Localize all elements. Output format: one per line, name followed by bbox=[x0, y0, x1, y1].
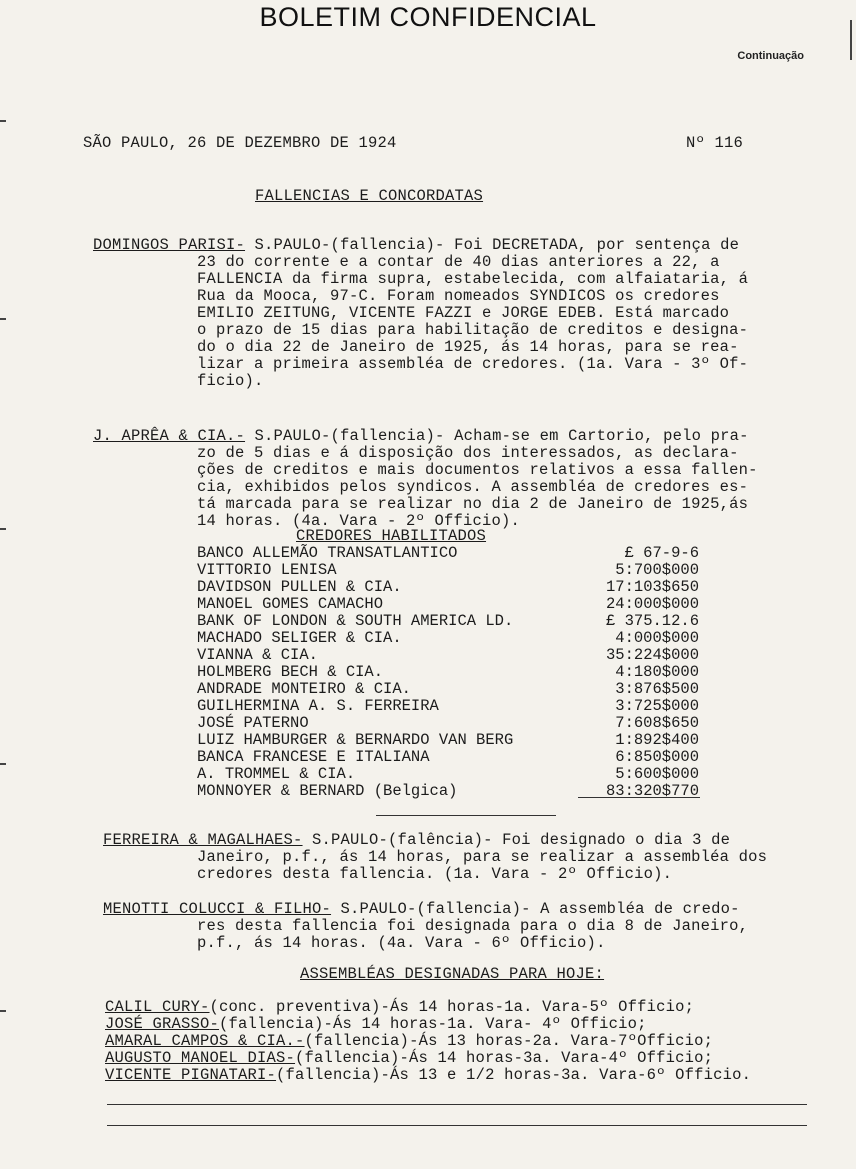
entry1-line: o prazo de 15 dias para habilitação de creditos e designa- bbox=[197, 321, 749, 339]
creditors-title: CREDORES HABILITADOS bbox=[296, 527, 487, 545]
entry4-line: res desta fallencia foi designada para o dia 8 de Janeiro, bbox=[197, 917, 749, 935]
creditor-row bbox=[197, 613, 717, 630]
creditor-row bbox=[197, 545, 717, 562]
creditor-amount: 5:600$000 bbox=[615, 765, 699, 783]
assembly-item bbox=[105, 1050, 713, 1067]
entry1-line: FALLENCIA da firma supra, estabelecida, com alfaiataria, á bbox=[197, 270, 749, 288]
assembly-text: (fallencia)-Ás 13 e 1/2 horas-3a. Vara-6º Officio. bbox=[276, 1066, 752, 1084]
creditor-row bbox=[197, 681, 717, 698]
creditor-row bbox=[197, 664, 717, 681]
assembly-name: VICENTE PIGNATARI- bbox=[105, 1066, 277, 1084]
entry-ferreira-magalhaes bbox=[103, 832, 730, 849]
creditor-row bbox=[197, 596, 717, 613]
creditor-amount: 17:103$650 bbox=[605, 578, 699, 596]
assembly-name: AUGUSTO MANOEL DIAS- bbox=[105, 1049, 296, 1067]
entry-name: DOMINGOS PARISI- bbox=[93, 236, 246, 254]
entry-text: S.PAULO-(fallencia)- Foi DECRETADA, por sentença de bbox=[245, 236, 740, 254]
assembly-name: CALIL CURY- bbox=[105, 998, 210, 1016]
creditor-amount: 7:608$650 bbox=[615, 714, 699, 732]
entry-name: J. APRÊA & CIA.- bbox=[93, 427, 246, 445]
creditor-row bbox=[197, 630, 717, 647]
creditor-amount: 5:700$000 bbox=[615, 561, 699, 579]
margin-mark bbox=[850, 20, 852, 60]
creditor-row bbox=[197, 698, 717, 715]
entry2-line: ções de creditos e mais documentos relativos a essa fallen- bbox=[197, 461, 758, 479]
assembly-name: AMARAL CAMPOS & CIA.- bbox=[105, 1032, 305, 1050]
entry2-line: zo de 5 dias e á disposição dos interessados, as declara- bbox=[197, 444, 739, 462]
continuation-label: Continuação bbox=[737, 50, 804, 62]
creditor-name: BANCA FRANCESE E ITALIANA bbox=[197, 748, 430, 766]
entry1-line: Rua da Mooca, 97-C. Foram nomeados SYNDICOS os credores bbox=[197, 287, 720, 305]
entry3-line: credores desta fallencia. (1a. Vara - 2º Officio). bbox=[197, 865, 673, 883]
bulletin-title: BOLETIM CONFIDENCIAL bbox=[259, 2, 597, 32]
entry-menotti-colucci bbox=[103, 901, 740, 918]
assembly-item bbox=[105, 1067, 751, 1084]
entry2-line: tá marcada para se realizar no dia 2 de Janeiro de 1925,ás bbox=[197, 495, 749, 513]
creditor-name: ANDRADE MONTEIRO & CIA. bbox=[197, 680, 411, 698]
entry-text: S.PAULO-(fallencia)- A assembléa de credo- bbox=[331, 900, 740, 918]
section-title-assembleas: ASSEMBLÉAS DESIGNADAS PARA HOJE: bbox=[300, 965, 605, 983]
margin-mark bbox=[0, 1010, 6, 1012]
margin-mark bbox=[0, 120, 6, 122]
entry-text: S.PAULO-(fallencia)- Acham-se em Cartorio, pelo pra- bbox=[245, 427, 749, 445]
creditor-name: MONNOYER & BERNARD (Belgica) bbox=[197, 782, 458, 800]
creditor-row bbox=[197, 715, 717, 732]
creditor-amount: £ 375.12.6 bbox=[605, 612, 699, 630]
creditor-amount: 83:320$770 bbox=[605, 782, 699, 800]
creditor-name: VITTORIO LENISA bbox=[197, 561, 337, 579]
creditor-name: VIANNA & CIA. bbox=[197, 646, 318, 664]
assembly-item bbox=[105, 1033, 713, 1050]
creditor-row bbox=[197, 579, 717, 596]
creditor-amount: 1:892$400 bbox=[615, 731, 699, 749]
creditor-amount: 4:180$000 bbox=[615, 663, 699, 681]
entry4-line: p.f., ás 14 horas. (4a. Vara - 6º Officio). bbox=[197, 934, 606, 952]
creditor-name: A. TROMMEL & CIA. bbox=[197, 765, 356, 783]
entry1-line: EMILIO ZEITUNG, VICENTE FAZZI e JORGE EDEB. Está marcado bbox=[197, 304, 730, 322]
entry1-line: ficio). bbox=[197, 372, 264, 390]
entry-domingos-parisi bbox=[93, 237, 739, 254]
assembly-text: (fallencia)-Ás 13 horas-2a. Vara-7ºOfficio; bbox=[304, 1032, 714, 1050]
assembly-text: (conc. preventiva)-Ás 14 horas-1a. Vara-5º Officio; bbox=[209, 998, 695, 1016]
entry-name: FERREIRA & MAGALHAES- bbox=[103, 831, 303, 849]
entry1-line: 23 do corrente e a contar de 40 dias anteriores a 22, a bbox=[197, 253, 720, 271]
entry2-line: cia, exhibidos pelos syndicos. A assembléa de credores es- bbox=[197, 478, 749, 496]
creditor-name: BANK OF LONDON & SOUTH AMERICA LD. bbox=[197, 612, 514, 630]
assembly-name: JOSÉ GRASSO- bbox=[105, 1015, 220, 1033]
creditor-amount: 3:725$000 bbox=[615, 697, 699, 715]
entry1-line: do o dia 22 de Janeiro de 1925, ás 14 horas, para se rea- bbox=[197, 338, 739, 356]
assembly-text: (fallencia)-Ás 14 horas-3a. Vara-4º Officio; bbox=[295, 1049, 714, 1067]
assembly-item bbox=[105, 1016, 647, 1033]
creditor-name: MANOEL GOMES CAMACHO bbox=[197, 595, 384, 613]
total-rule bbox=[578, 797, 700, 798]
creditor-amount: 3:876$500 bbox=[615, 680, 699, 698]
creditor-name: MACHADO SELIGER & CIA. bbox=[197, 629, 402, 647]
place-date: SÃO PAULO, 26 DE DEZEMBRO DE 1924 bbox=[83, 134, 397, 152]
creditor-name: GUILHERMINA A. S. FERREIRA bbox=[197, 697, 439, 715]
creditor-row bbox=[197, 562, 717, 579]
creditor-amount: 35:224$000 bbox=[605, 646, 699, 664]
bottom-rule-top bbox=[107, 1104, 807, 1105]
creditor-amount: 4:000$000 bbox=[615, 629, 699, 647]
creditor-row bbox=[197, 732, 717, 749]
creditor-row bbox=[197, 766, 717, 783]
entry3-line: Janeiro, p.f., ás 14 horas, para se realizar a assembléa dos bbox=[197, 848, 768, 866]
creditor-name: LUIZ HAMBURGER & BERNARDO VAN BERG bbox=[197, 731, 514, 749]
assembly-item bbox=[105, 999, 694, 1016]
entry1-line: lizar a primeira assembléa de credores. (1a. Vara - 3º Of- bbox=[197, 355, 749, 373]
section-title-fallencias: FALLENCIAS E CONCORDATAS bbox=[255, 187, 484, 205]
creditor-name: JOSÉ PATERNO bbox=[197, 714, 309, 732]
assembly-text: (fallencia)-Ás 14 horas-1a. Vara- 4º Officio; bbox=[219, 1015, 647, 1033]
separator-rule bbox=[376, 815, 556, 816]
margin-mark bbox=[0, 318, 6, 320]
entry-name: MENOTTI COLUCCI & FILHO- bbox=[103, 900, 332, 918]
creditor-row bbox=[197, 647, 717, 664]
creditor-amount: 6:850$000 bbox=[615, 748, 699, 766]
bottom-rule-bottom bbox=[107, 1125, 807, 1126]
creditor-row bbox=[197, 749, 717, 766]
margin-mark bbox=[0, 528, 6, 530]
entry2-line: 14 horas. (4a. Vara - 2º Officio). bbox=[197, 512, 521, 530]
creditor-name: DAVIDSON PULLEN & CIA. bbox=[197, 578, 402, 596]
creditor-name: BANCO ALLEMÃO TRANSATLANTICO bbox=[197, 544, 458, 562]
creditor-amount: £ 67-9-6 bbox=[624, 544, 699, 562]
entry-j-aprea bbox=[93, 428, 749, 445]
entry-text: S.PAULO-(falência)- Foi designado o dia 3 de bbox=[302, 831, 731, 849]
creditor-amount: 24:000$000 bbox=[605, 595, 699, 613]
margin-mark bbox=[0, 763, 6, 765]
issue-number: Nº 116 bbox=[686, 134, 744, 152]
creditor-name: HOLMBERG BECH & CIA. bbox=[197, 663, 384, 681]
